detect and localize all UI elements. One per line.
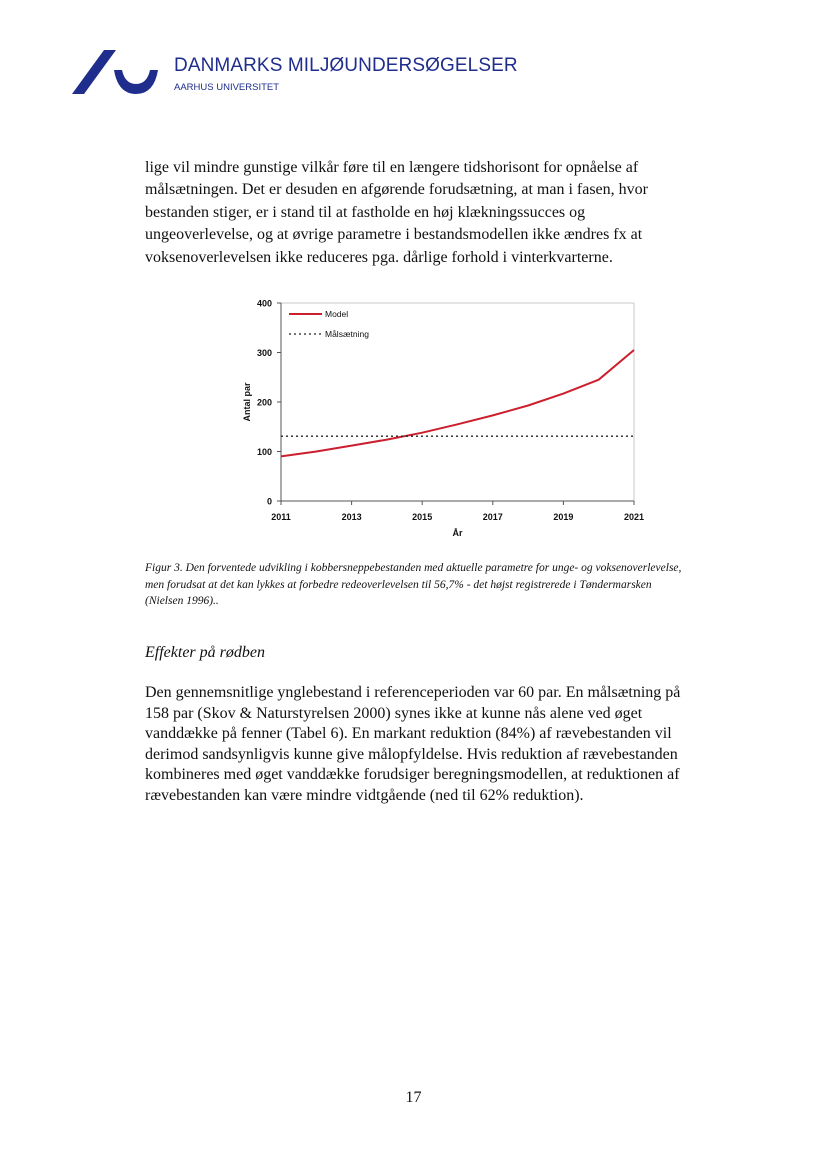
- x-tick-label: 2013: [341, 512, 362, 522]
- x-tick-label: 2011: [271, 512, 291, 522]
- x-tick-label: 2017: [482, 512, 503, 522]
- y-axis-label: Antal par: [242, 382, 252, 422]
- x-tick-label: 2021: [623, 512, 645, 522]
- body-paragraph-1: lige vil mindre gunstige vilkår føre til en længere tidshorisont for opnåelse af målsætningen. Det er desuden en afgørende forudsætning, at man i fasen, hvor bestanden stiger, er i stand til at fastholde en høj klækningssucces og ungeoverlevelse, og at øvrige parametre i bestandsmodellen ikke ændres fx at voksenoverlevelsen ikke reduceres pga. dårlige forhold i vinterkvarterne.: [145, 159, 648, 266]
- x-tick-label: 2019: [553, 512, 574, 522]
- section-heading: Effekter på rødben: [145, 644, 265, 661]
- page-number: 17: [405, 1089, 422, 1106]
- y-tick-label: 300: [256, 348, 272, 358]
- x-tick-label: 2015: [412, 512, 433, 522]
- legend-label: Model: [325, 309, 349, 319]
- legend-label: Målsætning: [325, 329, 369, 339]
- figure-caption: Figur 3. Den forventede udvikling i kobbersneppebestanden med aktuelle parametre for unge- og voksenoverlevelse, men forudsat at det kan lykkes at forbedre redeoverlevelsen til 56,7% - det højst registrerede i Tøndermarsken (Nielsen 1996)..: [145, 562, 682, 607]
- body-paragraph-2: Den gennemsnitlige ynglebestand i referenceperioden var 60 par. En målsætning på 158 par (Skov & Naturstyrelsen 2000) synes ikke at kunne nås alene ved øget vanddække på fenner (Tabel 6). En markant reduktion (84%) af rævebestanden vil derimod sandsynligvis kunne give målopfyldelse. Hvis reduktion af rævebestanden kombineres med øget vanddække forudsiger beregningsmodellen, at reduktionen af rævebestanden kan være mindre vidtgående (ned til 62% reduktion).: [145, 684, 681, 804]
- organization-name: DANMARKS MILJØUNDERSØGELSER: [174, 55, 518, 76]
- series-line-model: [281, 350, 634, 456]
- organization-subtitle: AARHUS UNIVERSITET: [174, 82, 280, 93]
- y-tick-label: 0: [266, 496, 272, 507]
- x-axis-label: År: [452, 528, 463, 538]
- y-tick-label: 200: [256, 397, 272, 408]
- y-tick-label: 400: [256, 298, 272, 309]
- y-tick-label: 100: [256, 447, 272, 457]
